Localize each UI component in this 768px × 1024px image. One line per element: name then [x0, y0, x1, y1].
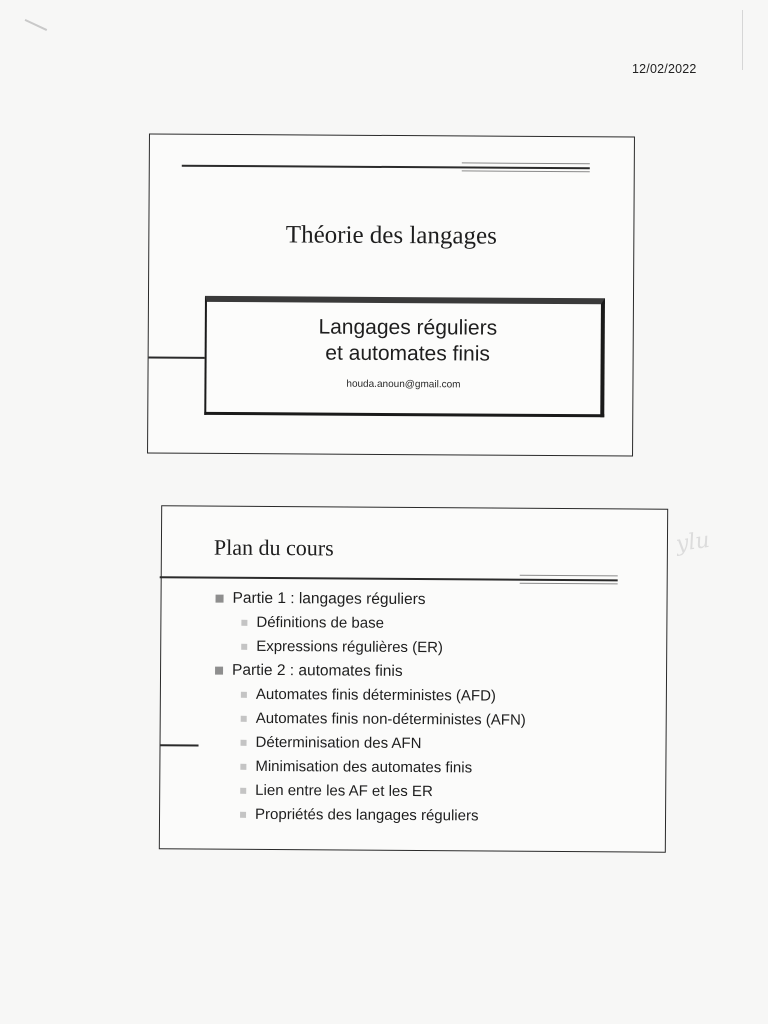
plan-rule: [160, 576, 618, 581]
plan-title: Plan du cours: [213, 534, 334, 561]
plan-connector: [161, 744, 199, 746]
outline-item-text: Expressions régulières (ER): [256, 637, 444, 657]
subtitle-line-1: Langages réguliers: [318, 315, 498, 340]
square-bullet-icon: [241, 692, 247, 698]
square-bullet-icon: [240, 788, 246, 794]
title-rule-accent-bottom: [462, 170, 590, 172]
scan-mark-top-right: [742, 10, 743, 70]
outline-item-part2: [215, 659, 526, 685]
square-bullet-icon: [241, 644, 247, 650]
author-email: houda.anoun@gmail.com: [346, 378, 461, 391]
outline-item: [241, 707, 526, 733]
outline-item: [241, 683, 526, 709]
title-rule: [182, 165, 590, 169]
square-bullet-icon: [240, 812, 246, 818]
square-bullet-icon: [241, 620, 247, 626]
square-bullet-icon: [241, 740, 247, 746]
square-bullet-icon: [241, 716, 247, 722]
course-outline: [214, 587, 527, 829]
outline-item-text: Automates finis non-déterministes (AFN): [255, 709, 526, 729]
outline-item-text: Propriétés des langages réguliers: [254, 805, 479, 825]
plan-rule-accent-1: [520, 575, 618, 577]
outline-item-text: Partie 1 : langages réguliers: [232, 589, 426, 609]
outline-item-text: Partie 2 : automates finis: [231, 661, 403, 680]
outline-item-text: Minimisation des automates finis: [255, 757, 473, 777]
outline-item-text: Définitions de base: [256, 613, 385, 632]
outline-item-text: Automates finis déterministes (AFD): [255, 685, 497, 705]
square-bullet-icon: [216, 595, 224, 603]
subtitle-line-2: et automates finis: [325, 341, 491, 366]
plan-rule-accent-2: [520, 583, 618, 585]
scan-mark-top-left: [25, 19, 47, 31]
outline-item-part1: [215, 587, 526, 613]
page-date: 12/02/2022: [632, 62, 697, 76]
square-bullet-icon: [240, 764, 246, 770]
outline-item-text: Déterminisation des AFN: [255, 733, 422, 753]
outline-item-text: Lien entre les AF et les ER: [255, 781, 433, 801]
margin-annotation: ylu: [674, 527, 712, 558]
outline-item: [241, 635, 526, 661]
outline-item: [241, 611, 526, 637]
outline-item: [240, 731, 525, 757]
subtitle-box: [204, 296, 605, 417]
square-bullet-icon: [215, 667, 223, 675]
outline-item: [240, 803, 525, 829]
subtitle-connector: [149, 357, 205, 359]
title-rule-accent-top: [462, 162, 590, 164]
slide-title-heading: Théorie des langages: [285, 221, 497, 250]
slide-plan: [159, 505, 668, 853]
outline-item: [240, 755, 525, 781]
outline-item: [240, 779, 525, 805]
slide-title: [147, 134, 635, 457]
